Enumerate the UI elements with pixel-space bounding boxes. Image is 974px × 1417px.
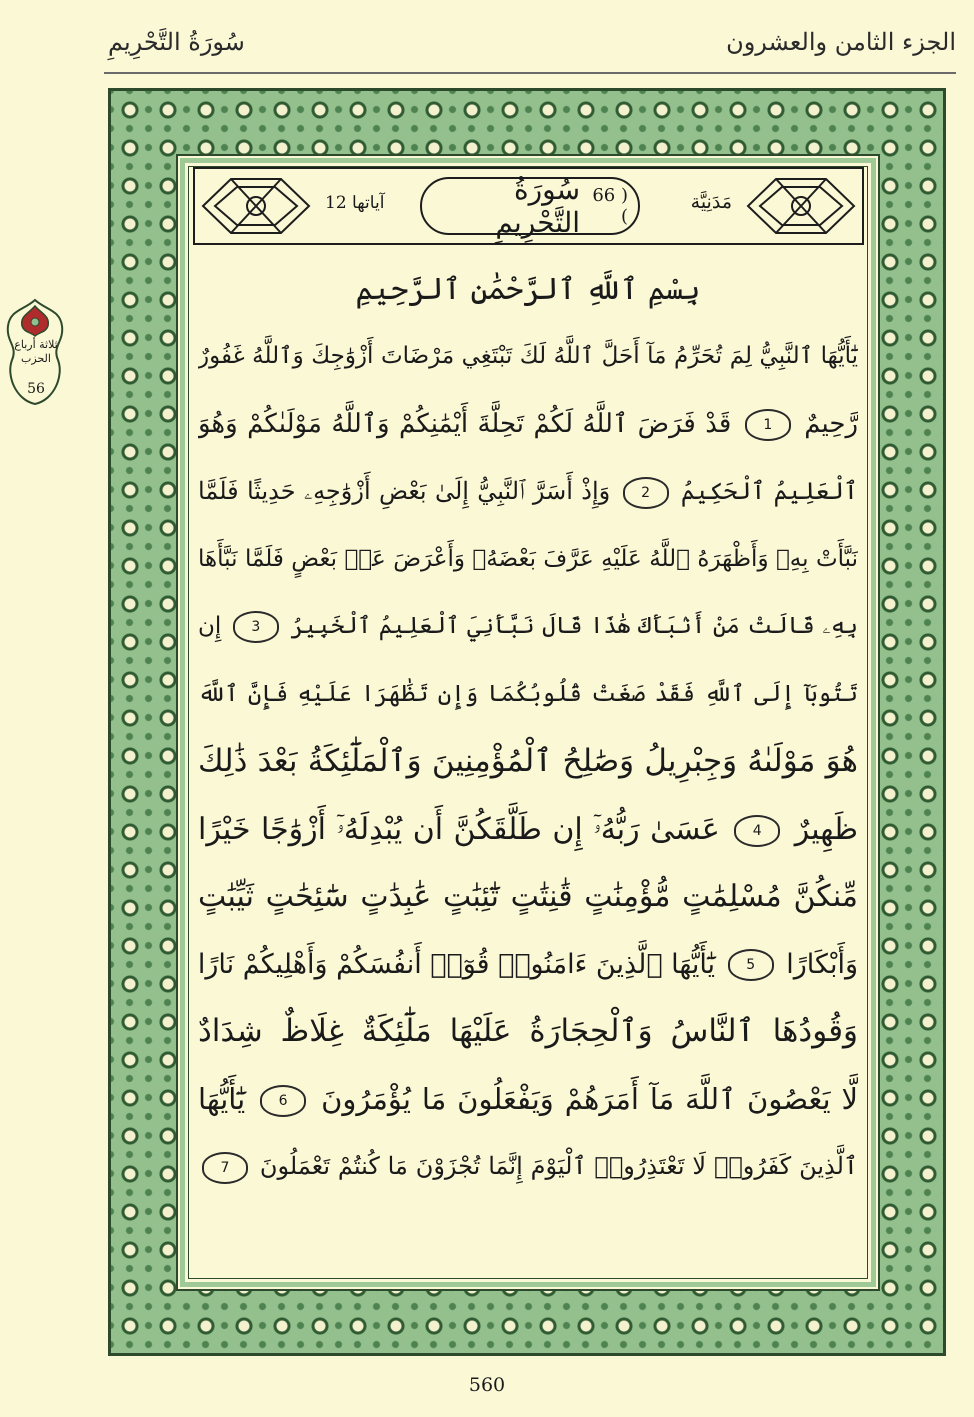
verse-text: عَسَىٰ رَبُّهُۥٓ إِن طَلَّقَكُنَّ أَن يُبْدِلَهُۥٓ أَزْوَٰجًا خَيْرًا	[198, 811, 720, 847]
header-divider	[104, 72, 956, 74]
verse-text: إِن	[198, 613, 222, 639]
verse-line	[198, 998, 858, 1066]
ayah-count-label: آياتها 12	[325, 193, 385, 213]
ayah-end-marker: 3	[233, 611, 279, 643]
hizb-label: ثلاثة أرباع الحزب	[14, 338, 58, 365]
surah-title: سُورَةُ التَّحْرِيمِ	[495, 173, 581, 239]
knotwork-ornament-icon	[201, 175, 311, 237]
verse-line	[198, 796, 858, 864]
verse-text: قَدْ فَرَضَ ٱللَّهُ لَكُمْ تَحِلَّةَ أَيْمَٰنِكُمْ وَٱللَّهُ مَوْلَىٰكُمْ وَهُوَ	[198, 408, 732, 439]
ayah-end-marker: 6	[260, 1085, 306, 1117]
verse-line	[198, 661, 858, 729]
verse-text: تَتُوبَآ إِلَى ٱللَّهِ فَقَدْ صَغَتْ قُلُوبُكُمَا وَإِن تَظَٰهَرَا عَلَيْهِ فَإِنَّ ٱللَّهَ	[198, 680, 858, 707]
running-header-juz: الجزء الثامن والعشرون	[726, 28, 956, 56]
knotwork-ornament-icon	[746, 175, 856, 237]
verse-text: يَٰٓأَيُّهَا ٱلَّذِينَ ءَامَنُوا۟ قُوٓا۟ أَنفُسَكُمْ وَأَهْلِيكُمْ نَارًا	[198, 948, 716, 980]
verse-text: مِّنكُنَّ مُسْلِمَٰتٍ مُّؤْمِنَٰتٍ قَٰنِتَٰتٍ تَٰٓئِبَٰتٍ عَٰبِدَٰتٍ سَٰٓئِحَٰتٍ ثَيِّبَٰتٍ	[198, 879, 858, 914]
verse-line	[198, 863, 858, 931]
ayah-end-marker: 5	[728, 949, 774, 981]
basmala: بِسْمِ ٱللَّهِ ٱلرَّحْمَٰنِ ٱلرَّحِيمِ	[355, 272, 701, 307]
ayah-end-marker: 4	[734, 815, 780, 847]
verse-text: وَإِذْ أَسَرَّ ٱلنَّبِيُّ إِلَىٰ بَعْضِ أَزْوَٰجِهِۦ حَدِيثًا فَلَمَّا	[198, 477, 611, 505]
page-number: 560	[468, 1374, 506, 1396]
verse-text: وَقُودُهَا ٱلنَّاسُ وَٱلْحِجَارَةُ عَلَيْهَا مَلَٰٓئِكَةٌ غِلَاظٌ شِدَادٌ	[198, 1013, 858, 1049]
verse-text: وَأَبْكَارًا	[786, 948, 858, 980]
verse-text: ٱلْعَلِيمُ ٱلْحَكِيمُ	[680, 477, 858, 505]
surah-title-cartouche	[420, 173, 640, 239]
verse-text: نَبَّأَتْ بِهِۦ وَأَظْهَرَهُ ٱللَّهُ عَلَيْهِ عَرَّفَ بَعْضَهُۥ وَأَعْرَضَ عَنۢ بَعْضٍ فَلَمَّا نَبَّأَهَا	[198, 545, 858, 572]
verse-text-block	[198, 323, 858, 1201]
hizb-medallion	[2, 296, 68, 408]
verse-line	[198, 391, 858, 459]
verse-line	[198, 593, 858, 661]
ayah-end-marker: 7	[202, 1152, 248, 1184]
verse-text: لَّا يَعْصُونَ ٱللَّهَ مَآ أَمَرَهُمْ وَيَفْعَلُونَ مَا يُؤْمَرُونَ	[321, 1081, 858, 1116]
verse-text: يَٰٓأَيُّهَا	[198, 1081, 246, 1116]
verse-text: ٱلَّذِينَ كَفَرُوا۟ لَا تَعْتَذِرُوا۟ ٱلْيَوْمَ إِنَّمَا تُجْزَوْنَ مَا كُنتُمْ تَعْمَلُونَ	[259, 1152, 858, 1180]
hizb-number: 56	[27, 381, 45, 397]
verse-line	[198, 1066, 858, 1134]
running-header-surah: سُورَةُ التَّحْرِيمِ	[108, 28, 245, 56]
verse-text: ظَهِيرٌ	[794, 811, 858, 847]
verse-line	[198, 1133, 858, 1201]
surah-title-banner	[193, 167, 864, 245]
ayah-end-marker: 1	[745, 409, 791, 441]
verse-line	[198, 526, 858, 594]
verse-line	[198, 931, 858, 999]
ayah-end-marker: 2	[623, 477, 669, 509]
verse-text: رَّحِيمٌ	[804, 408, 858, 439]
verse-line	[198, 458, 858, 526]
verse-line	[198, 323, 858, 391]
verse-text: يَٰٓأَيُّهَا ٱلنَّبِيُّ لِمَ تُحَرِّمُ مَآ أَحَلَّ ٱللَّهُ لَكَ تَبْتَغِي مَرْضَاتَ أَزْوَٰجِكَ وَٱللَّهُ غَفُورٌ	[198, 343, 858, 369]
verse-text: بِهِۦ قَالَتْ مَنْ أَنۢبَأَكَ هَٰذَا قَالَ نَبَّأَنِيَ ٱلْعَلِيمُ ٱلْخَبِيرُ	[290, 613, 858, 639]
verse-line	[198, 728, 858, 796]
revelation-place: مَدَنِيَّة	[690, 191, 732, 213]
surah-number: ( 66 )	[592, 185, 628, 227]
verse-text: هُوَ مَوْلَىٰهُ وَجِبْرِيلُ وَصَٰلِحُ ٱلْمُؤْمِنِينَ وَٱلْمَلَٰٓئِكَةُ بَعْدَ ذَٰلِكَ	[198, 743, 858, 779]
